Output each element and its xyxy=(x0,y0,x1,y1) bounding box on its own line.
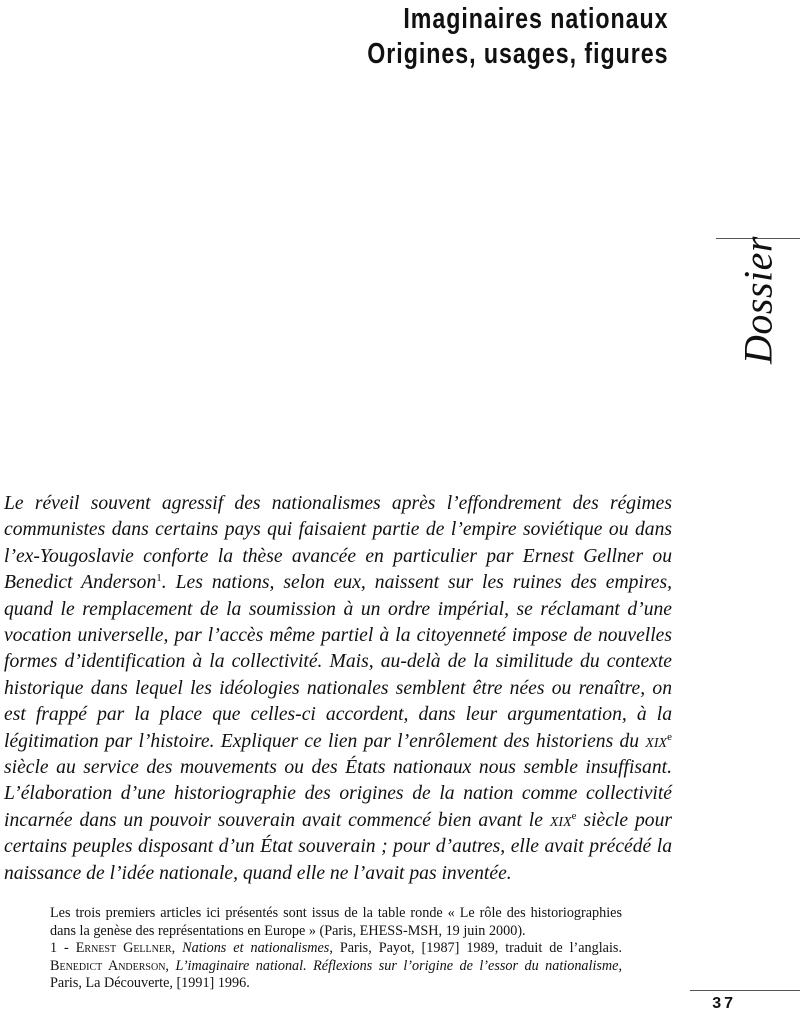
footnotes xyxy=(50,905,622,993)
publication-info: , Paris, La Découverte, [1991] 1996. xyxy=(50,957,623,992)
century-numeral: xix xyxy=(645,730,668,752)
page-number-rule xyxy=(690,990,800,991)
century-numeral: xix xyxy=(549,809,572,831)
separator: , xyxy=(165,957,176,974)
page-number: 37 xyxy=(712,995,736,1012)
page-title xyxy=(367,2,668,72)
author-name: Ernest Gellner xyxy=(75,940,172,957)
footnote-lead: Les trois premiers articles ici présentés sont issus de la table ronde « Le rôle des historiographies dans la genèse des représentations en Europe » (Paris, EHESS-MSH, 19 juin 2000). xyxy=(50,905,622,939)
footnote-1 xyxy=(50,940,622,993)
book-title: Nations et nationalismes xyxy=(182,940,330,957)
book-title: L’imaginaire national. Réflexions sur l’origine de l’essor du nationalisme xyxy=(175,957,619,974)
intro-part-4: siècle pour certains peuples disposant d’un État souverain ; pour d’autres, elle avait précédé la naissance de l’idée nationale, quand elle ne l’avait pas inventée. xyxy=(4,809,672,884)
publication-info: , Paris, Payot, [1987] 1989, traduit de l’anglais. xyxy=(329,940,622,957)
intro-part-3: siècle au service des mouvements ou des États nationaux nous semble insuffisant. L’élaboration d’une historiographie des origines de la nation comme collectivité incarnée dans un pouvoir souverain avait commencé bien avant le xyxy=(4,757,672,831)
intro-part-1: Le réveil souvent agressif des nationalismes après l’effondrement des régimes communistes dans certains pays qui faisaient partie de l’empire soviétique ou dans l’ex-Yougoslavie conforte la thèse avancée en particulier par Ernest Gellner ou Benedict Anderson xyxy=(4,493,672,594)
author-name: Benedict Anderson xyxy=(50,957,166,974)
title-line-1: Imaginaires nationaux xyxy=(402,3,668,35)
century-suffix: e xyxy=(667,730,672,743)
section-label: Dossier xyxy=(735,236,781,364)
intro-paragraph xyxy=(4,491,672,887)
separator: , xyxy=(171,940,183,957)
intro-part-2: . Les nations, selon eux, naissent sur les ruines des empires, quand le remplacement de la soumission à un ordre impérial, se réclamant d’une vocation universelle, par l’accès même partiel à la citoyenneté impose de nouvelles formes d’identification à la collectivité. Mais, au-delà de la similitude du contexte historique dans lequel les idéologies nationales semblent être nées ou renaître, on est frappé par la place que celles-ci accordent, dans leur argumentation, à la légitimation par l’histoire. Expliquer ce lien par l’enrôlement des historiens du xyxy=(4,572,672,752)
century-suffix: e xyxy=(571,809,577,822)
footnote-reference: 1 xyxy=(156,572,162,585)
footnote-number: 1 - xyxy=(50,940,76,957)
title-line-2: Origines, usages, figures xyxy=(366,38,668,70)
